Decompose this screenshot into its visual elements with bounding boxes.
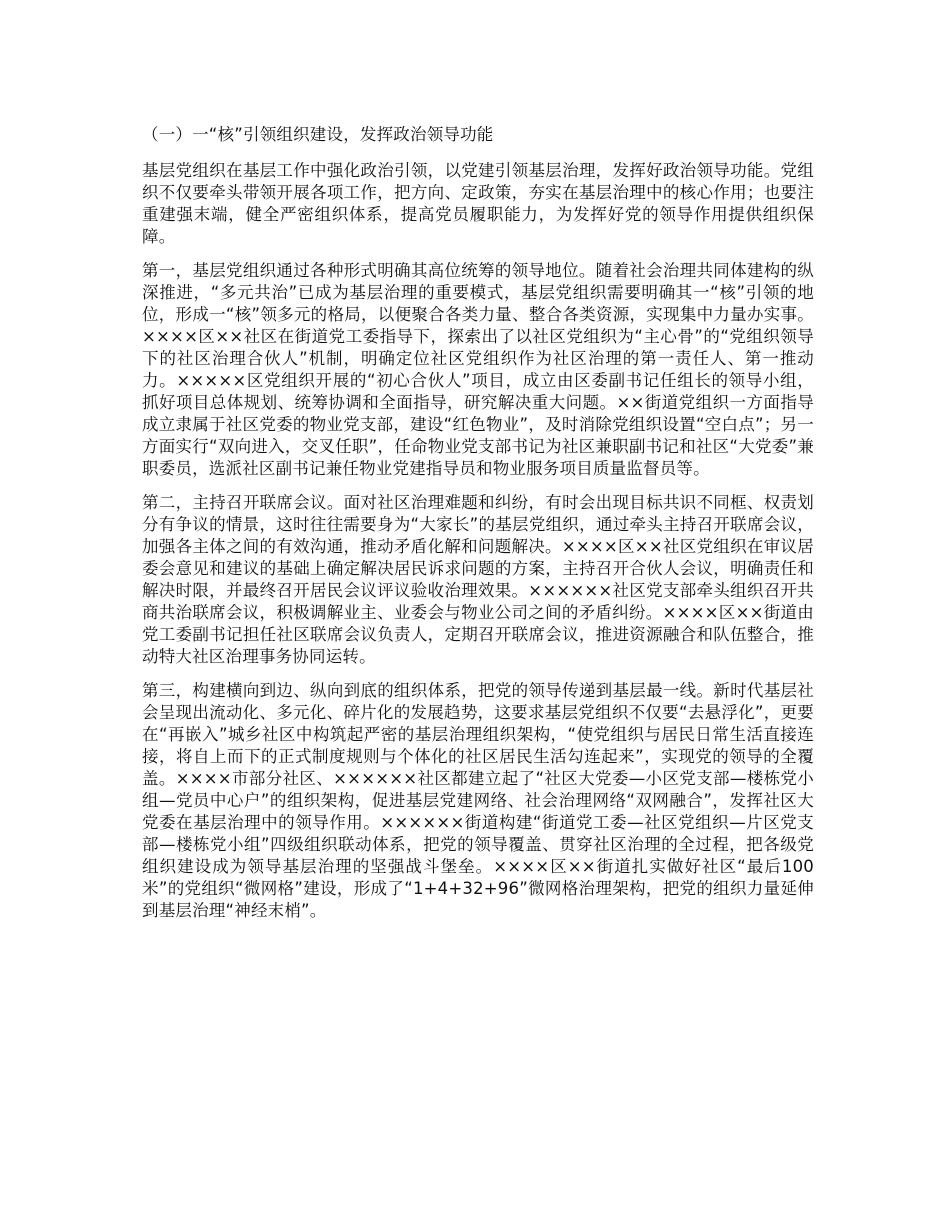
section-heading: （一）一“核”引领组织建设，发挥政治领导功能 — [142, 125, 494, 144]
paragraph-intro: 基层党组织在基层工作中强化政治引领，以党建引领基层治理，发挥好政治领导功能。党组织不仅要牵头带领开展各项工作，把方向、定政策，夯实在基层治理中的核心作用；也要注重建强末端，健全严密组织体系，提高党员履职能力，为发挥好党的领导作用提供组织保障。 — [142, 161, 814, 246]
document-page — [142, 124, 814, 934]
paragraph-first: 第一，基层党组织通过各种形式明确其高位统筹的领导地位。随着社会治理共同体建构的纵深推进，“多元共治”已成为基层治理的重要模式，基层党组织需要明确其一“核”引领的地位，形成一“核”领多元的格局，以便聚合各类力量、整合各类资源，实现集中力量办实事。××××区××社区在街道党工委指导下，探索出了以社区党组织为“主心骨”的“党组织领导下的社区治理合伙人”机制，明确定位社区党组织作为社区治理的第一责任人、第一推动力。×××××区党组织开展的“初心合伙人”项目，成立由区委副书记任组长的领导小组，抓好项目总体规划、统筹协调和全面指导，研究解决重大问题。××街道党组织一方面指导成立隶属于社区党委的物业党支部，建设“红色物业”，及时消除党组织设置“空白点”；另一方面实行“双向进入，交叉任职”，任命物业党支部书记为社区兼职副书记和社区“大党委”兼职委员，选派社区副书记兼任物业党建指导员和物业服务项目质量监督员等。 — [142, 261, 814, 478]
paragraph-third: 第三，构建横向到边、纵向到底的组织体系，把党的领导传递到基层最一线。新时代基层社会呈现出流动化、多元化、碎片化的发展趋势，这要求基层党组织不仅要“去悬浮化”，更要在“再嵌入”城乡社区中构筑起严密的基层治理组织架构，“使党组织与居民日常生活直接连接，将自上而下的正式制度规则与个体化的社区居民生活勾连起来”，实现党的领导的全覆盖。××××市部分社区、××××××社区都建立起了“社区大党委—小区党支部—楼栋党小组—党员中心户”的组织架构，促进基层党建网络、社会治理网络“双网融合”，发挥社区大党委在基层治理中的领导作用。××××××街道构建“街道党工委—社区党组织—片区党支部—楼栋党小组”四级组织联动体系，把党的领导覆盖、贯穿社区治理的全过程，把各级党组织建设成为领导基层治理的坚强战斗堡垒。××××区××街道扎实做好社区“最后100米”的党组织“微网格”建设，形成了“1+4+32+96”微网格治理架构，把党的组织力量延伸到基层治理“神经末梢”。 — [142, 681, 814, 920]
paragraph-second: 第二，主持召开联席会议。面对社区治理难题和纠纷，有时会出现目标共识不同框、权责划分有争议的情景，这时往往需要身为“大家长”的基层党组织，通过牵头主持召开联席会议，加强各主体之间的有效沟通，推动矛盾化解和问题解决。××××区××社区党组织在审议居委会意见和建议的基础上确定解决居民诉求问题的方案，主持召开合伙人会议，明确责任和解决时限，并最终召开居民会议评议验收治理效果。××××××社区党支部牵头组织召开共商共治联席会议，积极调解业主、业委会与物业公司之间的矛盾纠纷。××××区××街道由党工委副书记担任社区联席会议负责人，定期召开联席会议，推进资源融合和队伍整合，推动特大社区治理事务协同运转。 — [142, 493, 814, 666]
